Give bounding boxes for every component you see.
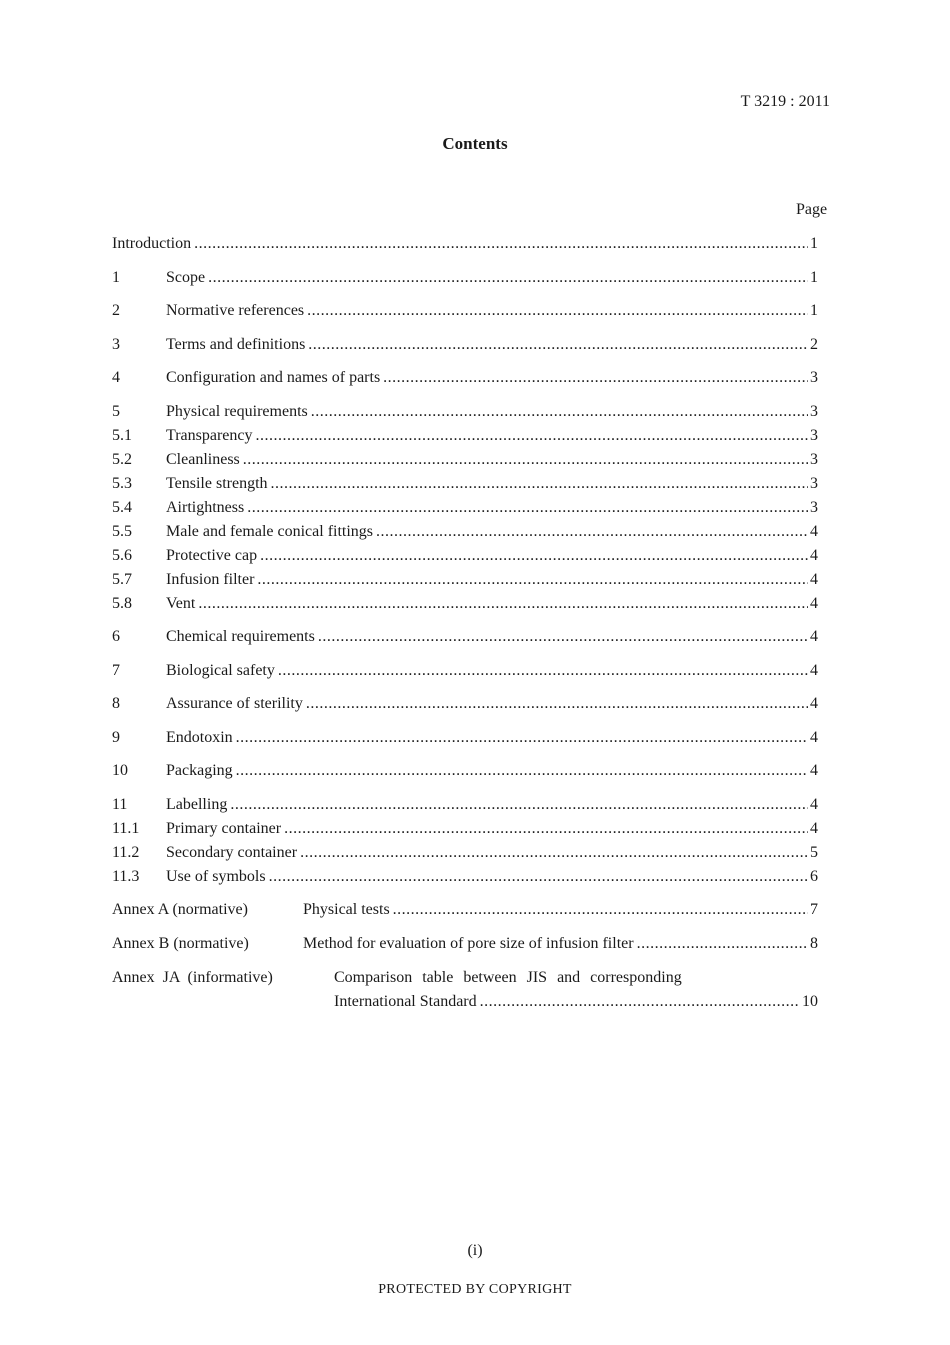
toc-entry-title: Method for evaluation of pore size of infusion filter [303, 935, 634, 952]
dot-leader [300, 841, 808, 865]
toc-entry-title: Introduction [112, 235, 192, 252]
dot-leader [260, 544, 808, 568]
toc-entry-title: Cleanliness [166, 451, 240, 468]
toc-entry-title: Tensile strength [166, 475, 268, 492]
toc-entry-title: Normative references [166, 302, 305, 319]
toc-entry[interactable] [112, 472, 818, 496]
section-number: 2 [112, 302, 120, 319]
dot-leader [308, 333, 808, 357]
toc-entry[interactable] [112, 793, 818, 817]
dot-leader [278, 659, 808, 683]
toc-entry-title: Use of symbols [166, 868, 266, 885]
dot-leader [637, 932, 808, 956]
annex-label: Annex A (normative) [112, 901, 248, 918]
toc-entry-title-line2: International Standard [334, 993, 477, 1010]
dot-leader [208, 266, 808, 290]
dot-leader [306, 692, 808, 716]
toc-entry-annex-b[interactable] [112, 932, 818, 956]
section-number: 5.8 [112, 595, 132, 612]
toc-entry[interactable] [112, 841, 818, 865]
toc-entry[interactable] [112, 366, 818, 390]
toc-entry-page: 4 [810, 523, 818, 540]
toc-entry-page: 3 [810, 369, 818, 386]
dot-leader [307, 299, 808, 323]
section-number: 5.4 [112, 499, 132, 516]
footer-page-number: (i) [467, 1242, 483, 1259]
toc-entry-page: 4 [810, 796, 818, 813]
toc-entry-page: 2 [810, 336, 818, 353]
toc-entry[interactable] [112, 400, 818, 424]
toc-entry-annex-a[interactable] [112, 898, 818, 922]
toc-entry-page: 3 [810, 475, 818, 492]
toc-entry-title: Infusion filter [166, 571, 255, 588]
toc-entry-title: Physical requirements [166, 403, 308, 420]
dot-leader [284, 817, 808, 841]
toc-entry-title: Transparency [166, 427, 253, 444]
toc-entry[interactable] [112, 424, 818, 448]
section-number: 5.6 [112, 547, 132, 564]
toc-entry-page: 1 [810, 235, 818, 252]
toc-entry-page: 8 [810, 935, 818, 952]
dot-leader [269, 865, 808, 889]
section-number: 7 [112, 662, 120, 679]
toc-entry[interactable] [112, 568, 818, 592]
toc-entry-introduction[interactable] [112, 232, 818, 256]
toc-entry-title: Vent [166, 595, 196, 612]
toc-entry[interactable] [112, 266, 818, 290]
toc-entry-page: 3 [810, 403, 818, 420]
toc-entry-page: 3 [810, 451, 818, 468]
section-number: 5.1 [112, 427, 132, 444]
toc-entry-title: Chemical requirements [166, 628, 315, 645]
toc-entry-page: 1 [810, 269, 818, 286]
toc-entry-page: 4 [810, 762, 818, 779]
toc-entry-page: 5 [810, 844, 818, 861]
toc-entry[interactable] [112, 817, 818, 841]
toc-entry[interactable] [112, 865, 818, 889]
toc-entry-title: Terms and definitions [166, 336, 306, 353]
toc-entry-title: Configuration and names of parts [166, 369, 381, 386]
page-title: Contents [442, 134, 508, 153]
section-number: 3 [112, 336, 120, 353]
toc-entry[interactable] [112, 726, 818, 750]
section-number: 5.3 [112, 475, 132, 492]
toc-entry-page: 4 [810, 571, 818, 588]
dot-leader [198, 592, 808, 616]
section-number: 1 [112, 269, 120, 286]
toc-entry[interactable] [112, 592, 818, 616]
toc-entry-page: 4 [810, 628, 818, 645]
section-number: 9 [112, 729, 120, 746]
toc-entry[interactable] [112, 448, 818, 472]
toc-entry-title: Protective cap [166, 547, 258, 564]
toc-entry-page: 4 [810, 547, 818, 564]
dot-leader [271, 472, 808, 496]
section-number: 5.7 [112, 571, 132, 588]
toc-entry-page: 4 [810, 820, 818, 837]
toc-entry-page: 4 [810, 662, 818, 679]
dot-leader [257, 568, 808, 592]
toc-entry-page: 6 [810, 868, 818, 885]
section-number: 6 [112, 628, 120, 645]
toc-entry-title: Endotoxin [166, 729, 233, 746]
toc-entry[interactable] [112, 520, 818, 544]
section-number: 5.5 [112, 523, 132, 540]
toc-entry[interactable] [112, 759, 818, 783]
toc-entry-page: 1 [810, 302, 818, 319]
toc-entry-title: Biological safety [166, 662, 275, 679]
section-number: 8 [112, 695, 120, 712]
copyright-notice: PROTECTED BY COPYRIGHT [378, 1282, 572, 1297]
toc-entry-page: 4 [810, 729, 818, 746]
annex-label: Annex B (normative) [112, 935, 249, 952]
toc-entry-title-line1: Comparison table between JIS and corresponding [334, 969, 682, 986]
toc-entry-page: 7 [810, 901, 818, 918]
toc-entry[interactable] [112, 544, 818, 568]
dot-leader [480, 990, 800, 1014]
dot-leader [393, 898, 808, 922]
toc-entry[interactable] [112, 692, 818, 716]
dot-leader [236, 726, 808, 750]
dot-leader [376, 520, 808, 544]
toc-entry-annex-ja-cont[interactable] [112, 990, 818, 1014]
toc-entry-title: Labelling [166, 796, 228, 813]
dot-leader [194, 232, 808, 256]
dot-leader [247, 496, 808, 520]
toc-entry[interactable] [112, 299, 818, 323]
section-number: 11.2 [112, 844, 140, 861]
dot-leader [256, 424, 809, 448]
dot-leader [243, 448, 808, 472]
section-number: 11.1 [112, 820, 140, 837]
toc-entry-title: Assurance of sterility [166, 695, 303, 712]
section-number: 5.2 [112, 451, 132, 468]
section-number: 11.3 [112, 868, 140, 885]
section-number: 11 [112, 796, 128, 813]
section-number: 4 [112, 369, 120, 386]
page-column-label: Page [796, 201, 828, 218]
toc-entry-page: 4 [810, 595, 818, 612]
toc-entry[interactable] [112, 333, 818, 357]
toc-entry-title: Airtightness [166, 499, 245, 516]
dot-leader [311, 400, 808, 424]
standard-number: T 3219 : 2011 [740, 93, 830, 110]
toc-entry-title: Primary container [166, 820, 282, 837]
toc-entry-page: 10 [802, 993, 818, 1010]
toc-entry-title: Physical tests [303, 901, 390, 918]
section-number: 5 [112, 403, 120, 420]
toc-entry[interactable] [112, 625, 818, 649]
toc-entry-title: Secondary container [166, 844, 298, 861]
dot-leader [236, 759, 808, 783]
toc-entry-title: Male and female conical fittings [166, 523, 374, 540]
toc-entry-title: Packaging [166, 762, 233, 779]
toc-entry-page: 3 [810, 427, 818, 444]
dot-leader [230, 793, 808, 817]
toc-entry[interactable] [112, 659, 818, 683]
toc-entry[interactable] [112, 496, 818, 520]
dot-leader [318, 625, 808, 649]
annex-label: Annex JA (informative) [112, 969, 273, 986]
toc-entry-title: Scope [166, 269, 206, 286]
toc-entry-page: 4 [810, 695, 818, 712]
toc-entry-page: 3 [810, 499, 818, 516]
dot-leader [383, 366, 808, 390]
section-number: 10 [112, 762, 128, 779]
